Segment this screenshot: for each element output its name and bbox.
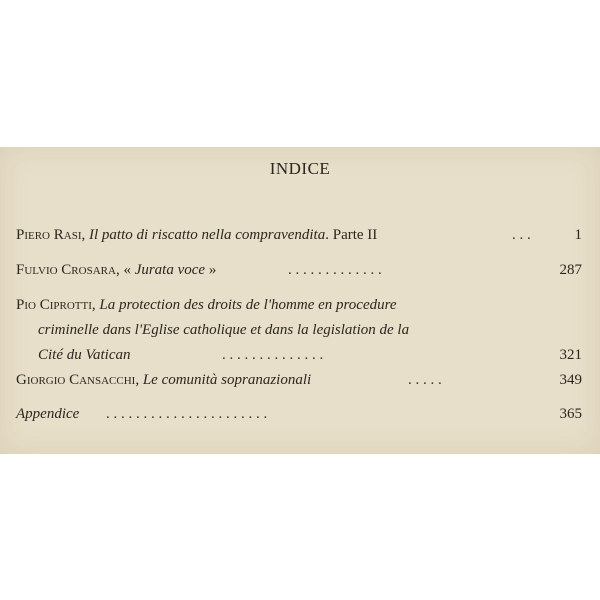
entry-line <box>16 368 582 393</box>
index-entry-cansacchi <box>16 368 582 393</box>
entry-title-line-2: criminelle dans l'Eglise catholique et dans la legislation de la <box>38 322 410 338</box>
dot-leader: . . . . . . . . . . . . . . <box>222 347 324 363</box>
entry-suffix: » <box>205 262 217 278</box>
entry-line <box>16 223 582 248</box>
entry-title: Appendice <box>16 406 80 422</box>
entry-title: Jurata voce <box>134 262 206 278</box>
entry-author: Piero Rasi <box>16 227 82 243</box>
index-entry-rasi <box>16 223 582 248</box>
index-entry-ciprotti <box>16 293 582 368</box>
entry-title: Le comunità sopranazionali <box>142 372 312 388</box>
entry-line <box>16 258 582 283</box>
entry-suffix: . Parte II <box>325 227 378 243</box>
entry-page-number: 287 <box>559 262 582 278</box>
entry-page-number: 365 <box>559 406 582 422</box>
entry-separator: , <box>81 227 89 243</box>
entry-separator: , <box>91 297 100 313</box>
entry-author: Giorgio Cansacchi <box>16 372 136 388</box>
dot-leader: . . . . . . . . . . . . . . . . . . . . . . <box>106 406 268 422</box>
dot-leader: . . . . . . . . . . . . . <box>288 262 382 278</box>
entry-line <box>16 293 582 318</box>
entry-line <box>16 343 582 368</box>
entry-author: Pio Ciprotti <box>16 297 92 313</box>
entry-page-number: 349 <box>559 372 582 388</box>
entry-line <box>16 402 582 427</box>
index-entry-appendice <box>16 402 582 427</box>
index-title: INDICE <box>269 159 331 178</box>
entry-title-line-1: La protection des droits de l'homme en procedure <box>99 297 397 313</box>
entry-title-line-3: Cité du Vatican <box>38 347 131 363</box>
entry-page-number: 1 <box>574 227 582 243</box>
entry-page-number: 321 <box>559 347 582 363</box>
entry-separator: , « <box>115 262 135 278</box>
entry-separator: , <box>135 372 143 388</box>
index-page <box>0 147 600 454</box>
entry-title: Il patto di riscatto nella compravendita <box>89 227 326 243</box>
dot-leader: . . . . . <box>408 372 442 388</box>
dot-leader: . . . <box>512 227 531 243</box>
index-entry-crosara <box>16 258 582 283</box>
entry-line <box>16 318 582 343</box>
entry-author: Fulvio Crosara <box>16 262 116 278</box>
